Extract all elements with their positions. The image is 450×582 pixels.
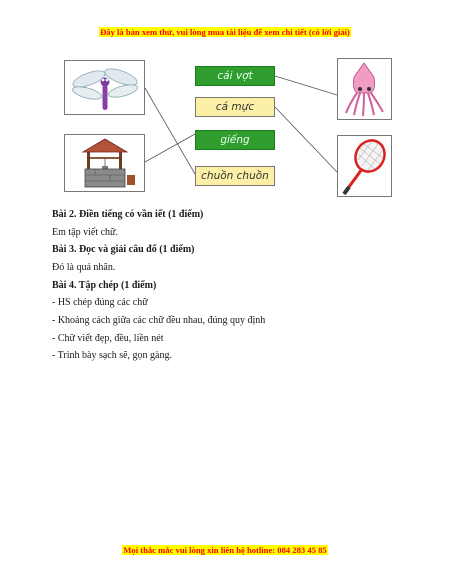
bai2-heading: Bài 2. Điền tiếng có vần iết (1 điểm) — [52, 209, 204, 220]
bai4-item: - HS chép đúng các chữ — [52, 297, 148, 308]
bai4-heading: Bài 4. Tập chép (1 điểm) — [52, 280, 157, 291]
bai3-heading: Bài 3. Đọc và giải câu đố (1 điểm) — [52, 244, 195, 255]
racket-icon — [338, 136, 391, 196]
bai4-item: - Khoảng cách giữa các chữ đều nhau, đúng quy định — [52, 315, 266, 326]
matching-exercise — [54, 52, 398, 202]
squid-picture — [337, 58, 392, 120]
bai2-answer: Em tập viết chữ. — [52, 227, 118, 238]
word-ca-muc: cá mực — [195, 97, 275, 117]
word-chuon-chuon: chuồn chuồn — [195, 166, 275, 186]
word-cai-vot: cái vợt — [195, 66, 275, 86]
preview-notice-text: Đây là bản xem thử, vui lòng mua tài liệu để xem chi tiết (có lời giải) — [100, 27, 350, 37]
bai4-item: - Trình bày sạch sẽ, gọn gàng. — [52, 350, 172, 361]
preview-notice-banner — [0, 27, 450, 38]
well-icon — [65, 135, 144, 191]
racket-picture — [337, 135, 392, 197]
bai4-item: - Chữ viết đẹp, đều, liền nét — [52, 333, 164, 344]
dragonfly-icon — [65, 61, 144, 114]
squid-icon — [338, 59, 391, 119]
hotline-banner — [0, 545, 450, 556]
well-picture — [64, 134, 145, 192]
dragonfly-picture — [64, 60, 145, 115]
hotline-text: Mọi thắc mắc vui lòng xin liên hệ hotline: 084 283 45 85 — [123, 545, 327, 555]
bai3-answer: Đó là quả nhãn. — [52, 262, 116, 273]
word-gieng: giếng — [195, 130, 275, 150]
